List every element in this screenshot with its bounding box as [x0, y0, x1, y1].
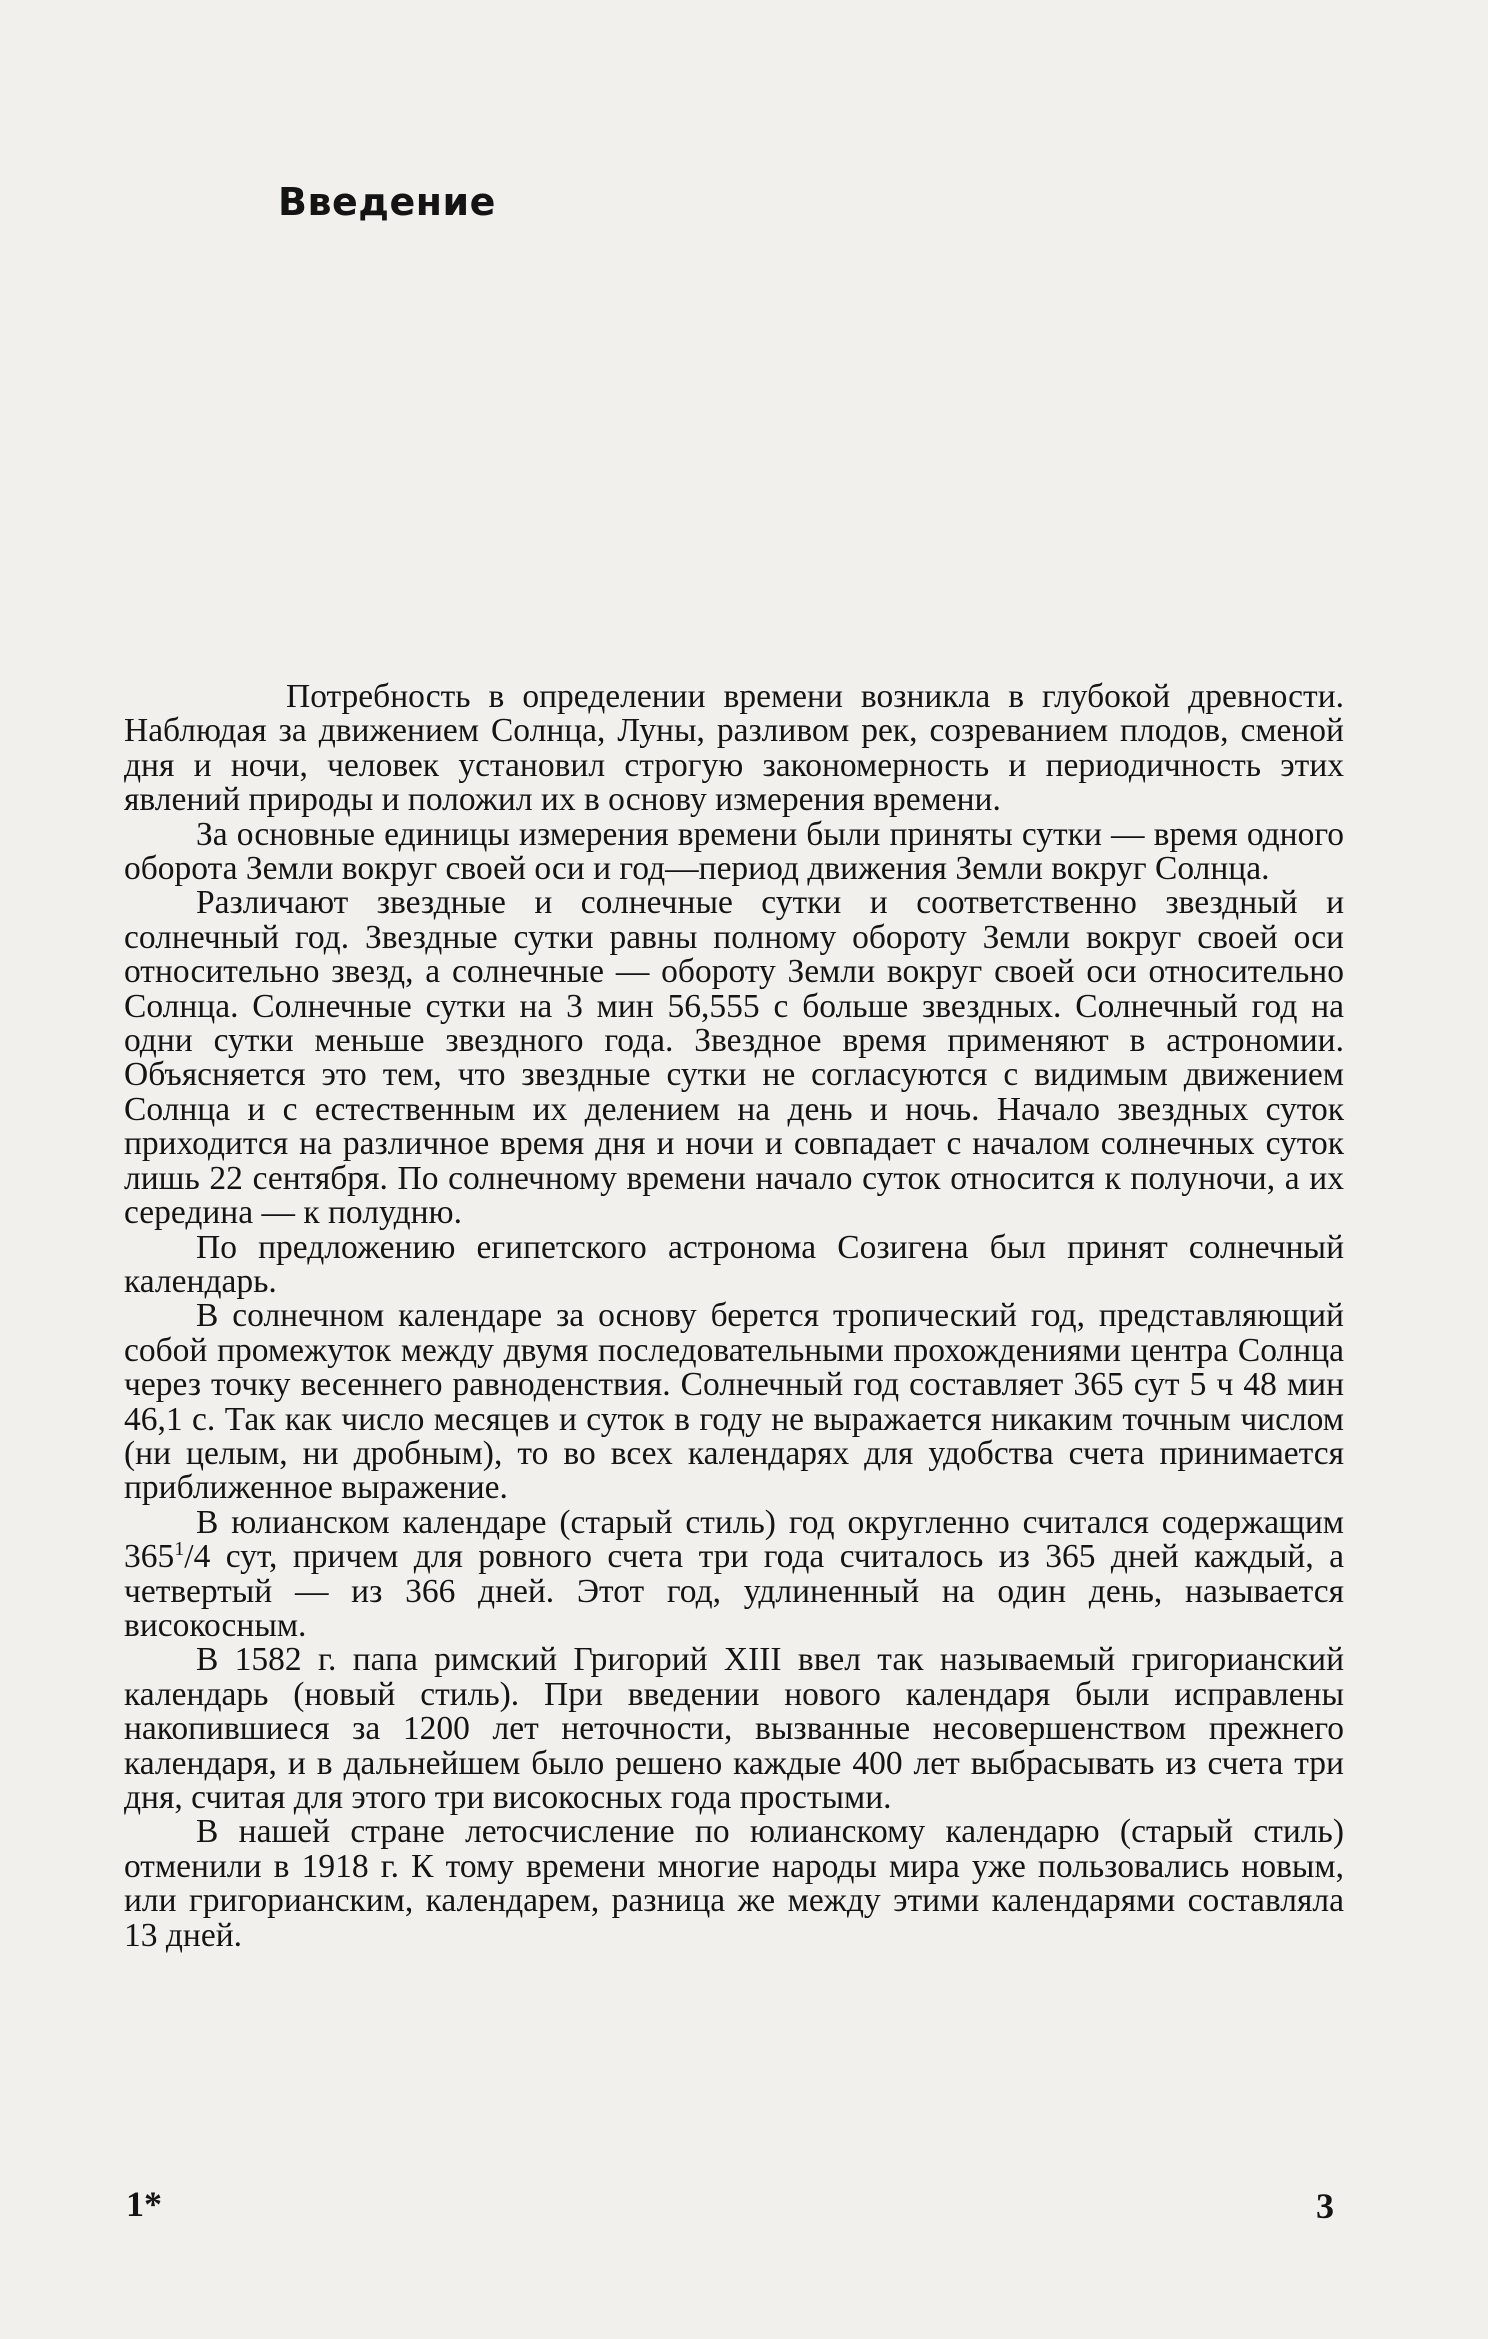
paragraph-2: За основные единицы измерения времени были приняты сутки — время одного оборота Земли вокруг своей оси и год—период движения Земли вокруг Солнца.	[124, 815, 1344, 888]
paragraph-1: Потребность в определении времени возникла в глубокой древности. Наблюдая за движением Солнца, Луны, разливом рек, созреванием плодов, сменой дня и ночи, человек установил строгую закономерность и периодичность этих явлений природы и положил их в основу измерения времени.	[124, 678, 1344, 819]
paragraph-6	[124, 1503, 1344, 1644]
paragraph-8: В нашей стране летосчисление по юлианскому календарю (старый стиль) отменили в 1918 г. К тому времени многие народы мира уже пользовались новым, или григорианским, календарем, разница же между этими календарями составляла 13 дней.	[124, 1813, 1344, 1954]
signature-mark: 1*	[126, 2184, 162, 2224]
paragraph-3: Различают звездные и солнечные сутки и соответственно звездный и солнечный год. Звездные сутки равны полному обороту Земли вокруг своей оси относительно звезд, а солнечные — обороту Земли вокруг своей оси относительно Солнца. Солнечные сутки на 3 мин 56,555 с больше звездных. Солнечный год на одни сутки меньше звездного года. Звездное время применяют в астрономии. Объясняется это тем, что звездные сутки не согласуются с видимым движением Солнца и с естественным их делением на день и ночь. Начало звездных суток приходится на различное время дня и ночи и совпадает с началом солнечных суток лишь 22 сентября. По солнечному времени начало суток относится к полуночи, а их середина — к полудню.	[124, 884, 1344, 1232]
julian-text-after: сут, причем для ровного счета три года считалось из 365 дней каждый, а четвертый — из 366 дней. Этот год, удлиненный на один день, называется високосным.	[124, 1538, 1344, 1644]
julian-text-before: В юлианском календаре (старый стиль) год округленно считался содержащим 365	[124, 1503, 1344, 1576]
fraction-denominator: /4	[184, 1538, 211, 1576]
page-number: 3	[1316, 2186, 1334, 2226]
paragraph-7: В 1582 г. папа римский Григорий XIII ввел так называемый григорианский календарь (новый стиль). При введении нового календаря были исправлены накопившиеся за 1200 лет неточности, вызванные несовершенством прежнего календаря, и в дальнейшем было решено каждые 400 лет выбрасывать из счета три дня, считая для этого три високосных года простыми.	[124, 1641, 1344, 1816]
paragraph-4: По предложению египетского астронома Созигена был принят солнечный календарь.	[124, 1228, 1344, 1300]
paragraph-5: В солнечном календаре за основу берется тропический год, представляющий собой промежуток между двумя последовательными прохождениями центра Солнца через точку весеннего равноденствия. Солнечный год составляет 365 сут 5 ч 48 мин 46,1 с. Так как число месяцев и суток в году не выражается никаким точным числом (ни целым, ни дробным), то во всех календарях для удобства счета принимается приближенное выражение.	[124, 1297, 1344, 1507]
fraction-numerator: 1	[174, 1538, 185, 1560]
body-text	[124, 680, 1344, 1953]
page-title: Введение	[278, 180, 496, 224]
